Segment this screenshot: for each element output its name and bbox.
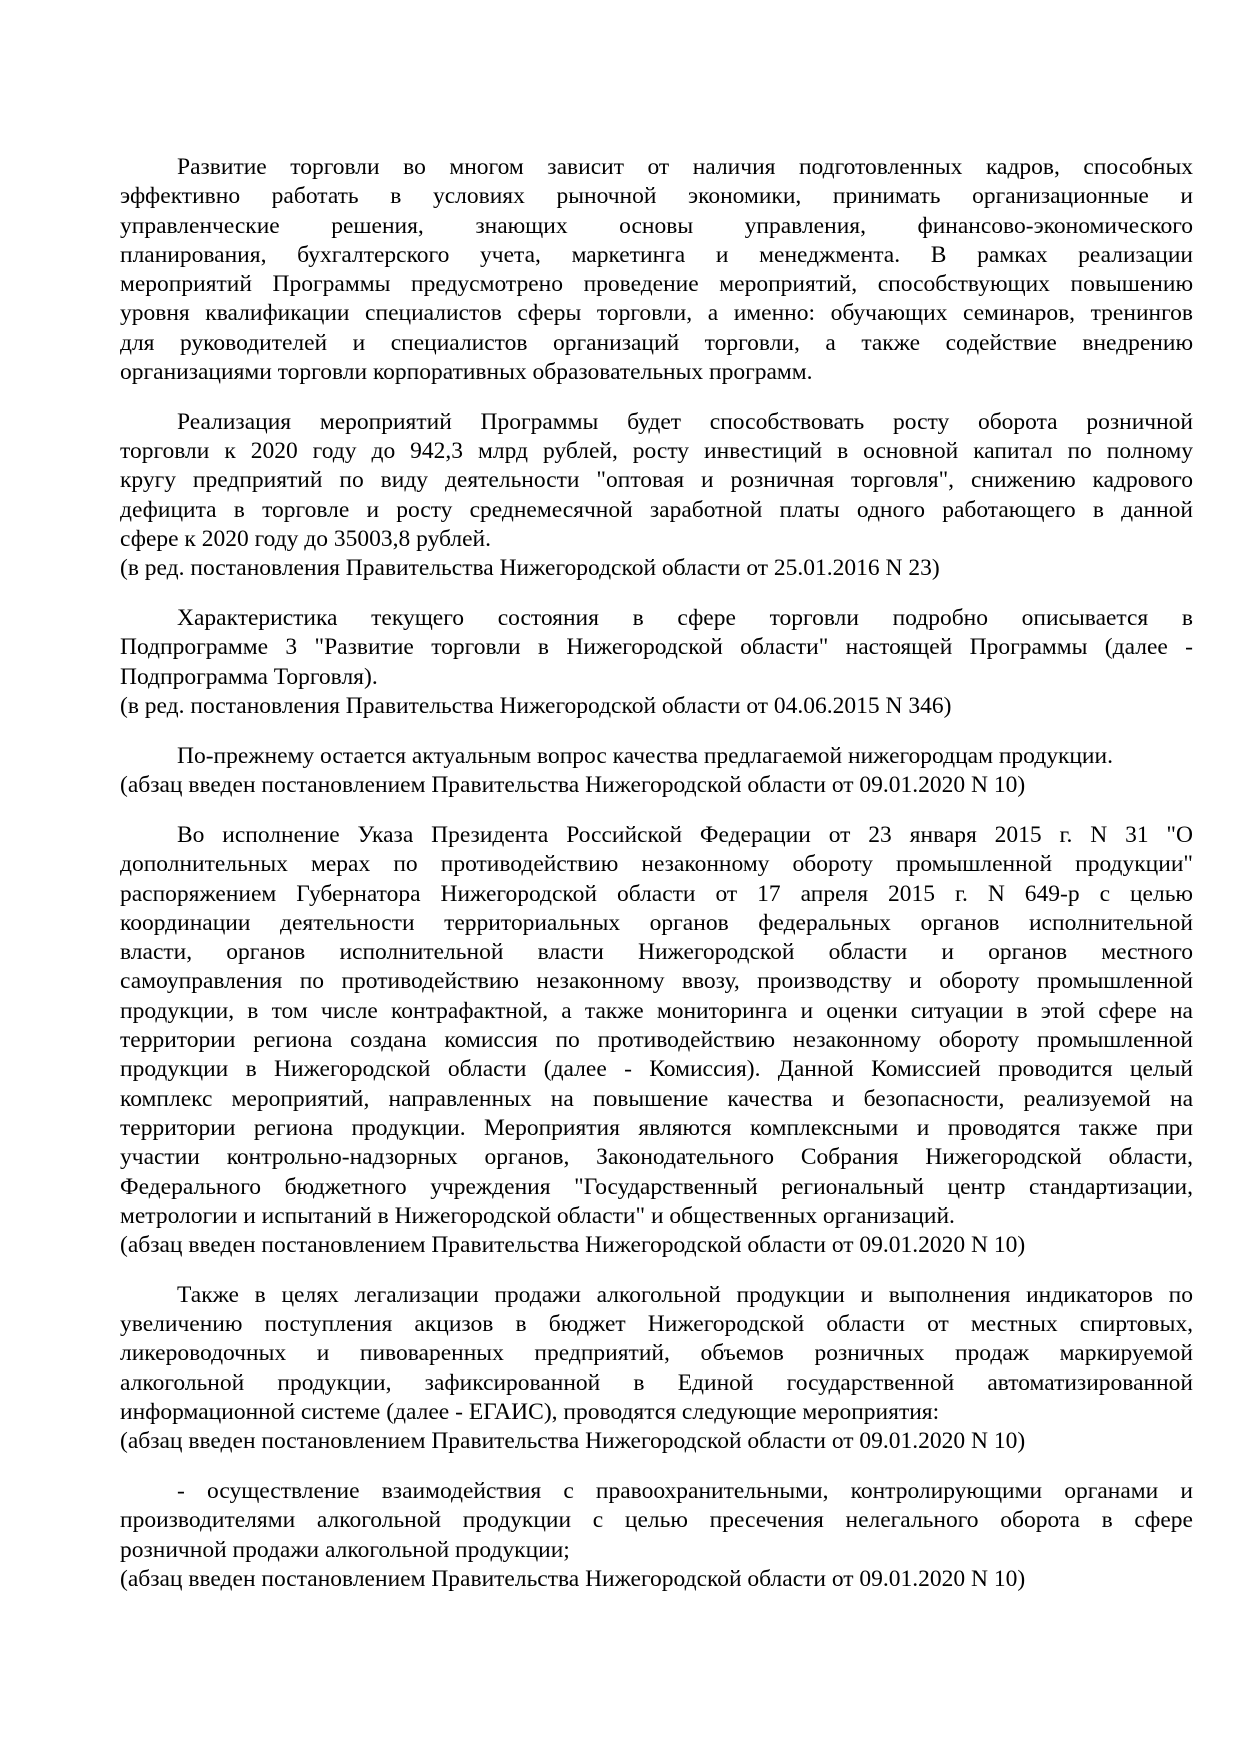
paragraph-line: дополнительных мерах по противодействию незаконному обороту промышленной продукции" xyxy=(120,851,1193,878)
paragraph xyxy=(120,1477,1193,1594)
paragraph-line: Реализация мероприятий Программы будет способствовать росту оборота розничной xyxy=(177,408,1193,435)
paragraph-line: организациями торговли корпоративных образовательных программ. xyxy=(120,359,813,386)
paragraph-line: розничной продажи алкогольной продукции; xyxy=(120,1536,570,1563)
paragraph xyxy=(120,153,1193,387)
paragraph-line: увеличению поступления акцизов в бюджет Нижегородской области от местных спиртовых, xyxy=(120,1311,1193,1338)
paragraph-line: участии контрольно-надзорных органов, Законодательного Собрания Нижегородской области, xyxy=(120,1144,1193,1171)
paragraph-line: власти, органов исполнительной власти Нижегородской области и органов местного xyxy=(120,939,1193,966)
paragraph-line: Во исполнение Указа Президента Российской Федерации от 23 января 2015 г. N 31 "О xyxy=(177,821,1193,848)
amendment-note: (абзац введен постановлением Правительства Нижегородской области от 09.01.2020 N 10) xyxy=(120,1232,1026,1259)
paragraph-line: управленческие решения, знающих основы управления, финансово-экономического xyxy=(120,212,1193,239)
paragraph-line: Развитие торговли во многом зависит от наличия подготовленных кадров, способных xyxy=(177,154,1193,180)
paragraph xyxy=(120,742,1193,801)
paragraph-line: Федерального бюджетного учреждения "Государственный региональный центр стандартизации, xyxy=(120,1173,1193,1200)
document-page xyxy=(120,153,1193,1594)
paragraph-line: продукции, в том числе контрафактной, а также мониторинга и оценки ситуации в этой сфере на xyxy=(120,997,1193,1024)
paragraph-line: кругу предприятий по виду деятельности "оптовая и розничная торговля", снижению кадрового xyxy=(120,467,1193,494)
paragraph-line: мероприятий Программы предусмотрено проведение мероприятий, способствующих повышению xyxy=(120,271,1193,298)
paragraph xyxy=(120,821,1193,1260)
paragraph-line: территории региона продукции. Мероприятия являются комплексными и проводятся также при xyxy=(120,1114,1193,1141)
paragraph xyxy=(120,604,1193,721)
paragraph-line: алкогольной продукции, зафиксированной в Единой государственной автоматизированной xyxy=(120,1369,1193,1396)
amendment-note: (в ред. постановления Правительства Нижегородской области от 25.01.2016 N 23) xyxy=(120,555,940,582)
paragraph-line: ликероводочных и пивоваренных предприятий, объемов розничных продаж маркируемой xyxy=(120,1340,1193,1367)
paragraph-line: Также в целях легализации продажи алкогольной продукции и выполнения индикаторов по xyxy=(177,1281,1193,1308)
amendment-note: (абзац введен постановлением Правительства Нижегородской области от 09.01.2020 N 10) xyxy=(120,772,1026,799)
paragraph-line: распоряжением Губернатора Нижегородской области от 17 апреля 2015 г. N 649-р с целью xyxy=(120,880,1193,907)
paragraph-line: планирования, бухгалтерского учета, маркетинга и менеджмента. В рамках реализации xyxy=(120,241,1193,268)
paragraph-line: продукции в Нижегородской области (далее - Комиссия). Данной Комиссией проводится целый xyxy=(120,1056,1193,1083)
paragraph-line: По-прежнему остается актуальным вопрос качества предлагаемой нижегородцам продукции. xyxy=(177,742,1113,769)
paragraph-line: координации деятельности территориальных органов федеральных органов исполнительной xyxy=(120,909,1193,936)
paragraph-line: - осуществление взаимодействия с правоохранительными, контролирующими органами и xyxy=(177,1478,1193,1505)
paragraph-line: информационной системе (далее - ЕГАИС), проводятся следующие мероприятия: xyxy=(120,1399,940,1426)
amendment-note: (абзац введен постановлением Правительства Нижегородской области от 09.01.2020 N 10) xyxy=(120,1428,1026,1455)
paragraph-line: территории региона создана комиссия по противодействию незаконному обороту промышленной xyxy=(120,1027,1193,1054)
paragraph-line: торговли к 2020 году до 942,3 млрд рублей, росту инвестиций в основной капитал по полному xyxy=(120,438,1193,465)
paragraph-line: Подпрограмме 3 "Развитие торговли в Нижегородской области" настоящей Программы (далее - xyxy=(120,634,1193,661)
paragraph-line: метрологии и испытаний в Нижегородской области" и общественных организаций. xyxy=(120,1202,955,1229)
paragraph-line: сфере к 2020 году до 35003,8 рублей. xyxy=(120,526,491,553)
paragraph-line: производителями алкогольной продукции с целью пресечения нелегального оборота в сфере xyxy=(120,1507,1193,1534)
paragraph-line: уровня квалификации специалистов сферы торговли, а именно: обучающих семинаров, тренингов xyxy=(120,300,1193,327)
paragraph-line: дефицита в торговле и росту среднемесячной заработной платы одного работающего в данной xyxy=(120,496,1193,523)
paragraph-line: самоуправления по противодействию незаконному ввозу, производству и обороту промышленной xyxy=(120,968,1193,995)
paragraph xyxy=(120,408,1193,584)
amendment-note: (в ред. постановления Правительства Нижегородской области от 04.06.2015 N 346) xyxy=(120,693,952,720)
paragraph-line: для руководителей и специалистов организаций торговли, а также содействие внедрению xyxy=(120,329,1193,356)
paragraph-line: Подпрограмма Торговля). xyxy=(120,663,378,690)
paragraph-line: эффективно работать в условиях рыночной экономики, принимать организационные и xyxy=(120,183,1193,210)
paragraph-line: комплекс мероприятий, направленных на повышение качества и безопасности, реализуемой на xyxy=(120,1085,1193,1112)
paragraph xyxy=(120,1281,1193,1457)
paragraph-line: Характеристика текущего состояния в сфере торговли подробно описывается в xyxy=(177,605,1193,632)
amendment-note: (абзац введен постановлением Правительства Нижегородской области от 09.01.2020 N 10) xyxy=(120,1566,1026,1593)
